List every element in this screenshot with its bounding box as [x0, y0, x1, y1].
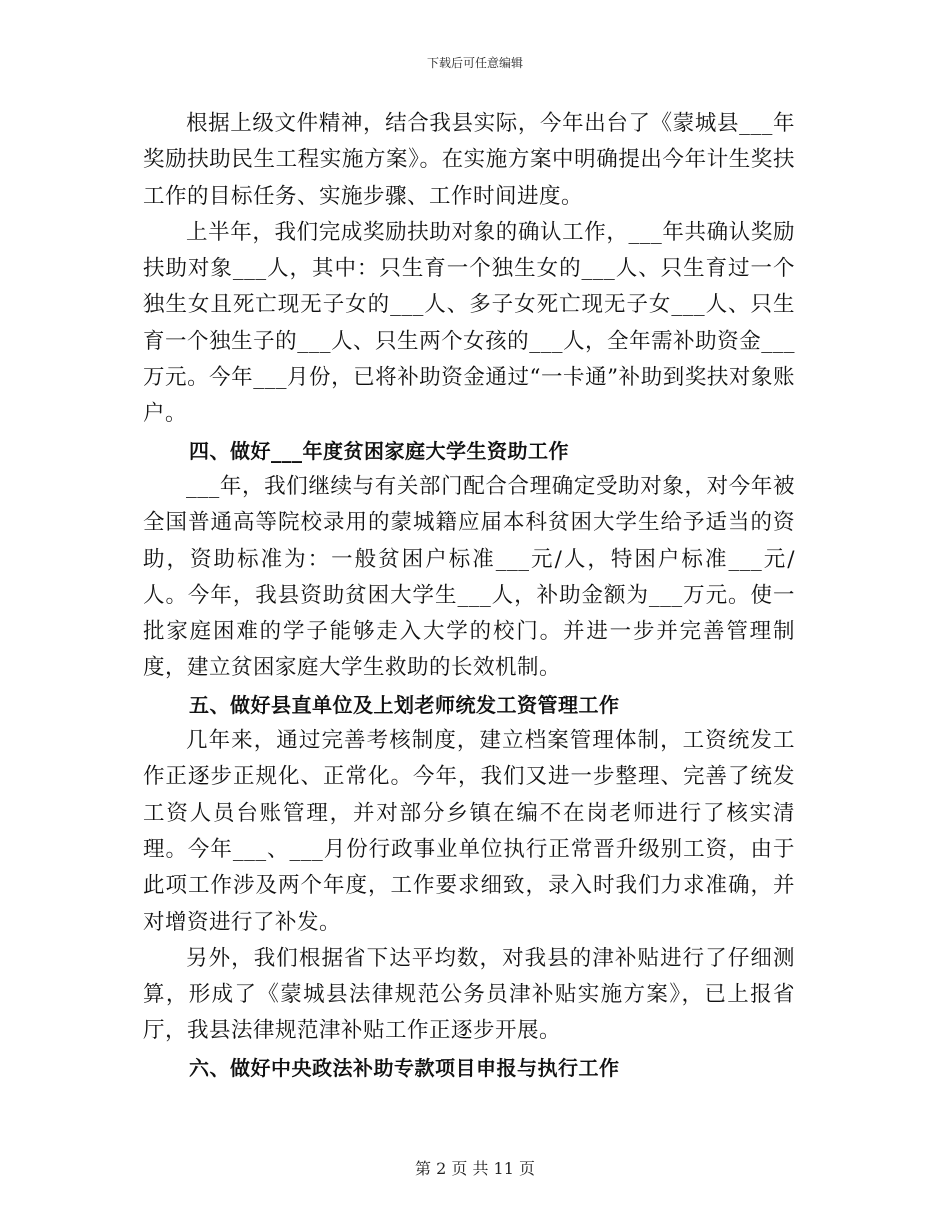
paragraph-first-half-results: 上半年，我们完成奖励扶助对象的确认工作，___年共确认奖励扶助对象___人，其中：只生育一个独生女的___人、只生育过一个独生女且死亡现无子女的___人、多子女死亡现无子女___人、只生育一个独生子的___人、只生两个女孩的___人，全年需补助资金___万元。今年___月份，已将补助资金通过“一卡通”补助到奖扶对象账户。	[143, 219, 795, 427]
paragraph-rewards-plan: 根据上级文件精神，结合我县实际，今年出台了《蒙城县___年奖励扶助民生工程实施方案》。在实施方案中明确提出今年计生奖扶工作的目标任务、实施步骤、工作时间进度。	[143, 111, 795, 209]
paragraph-allowance: 另外，我们根据省下达平均数，对我县的津补贴进行了仔细测算，形成了《蒙城县法律规范公务员津补贴实施方案》，已上报省厅，我县法律规范津补贴工作正逐步开展。	[143, 945, 795, 1044]
paragraph-salary-management: 几年来，通过完善考核制度，建立档案管理体制，工资统发工作正逐步正规化、正常化。今年，我们又进一步整理、完善了统发工资人员台账管理，并对部分乡镇在编不在岗老师进行了核实清理。今年___、___月份行政事业单位执行正常晋升级别工资，由于此项工作涉及两个年度，工作要求细致，录入时我们力求准确，并对增资进行了补发。	[143, 728, 795, 935]
section-heading-6: 六、做好中央政法补助专款项目申报与执行工作	[189, 1055, 620, 1080]
paragraph-student-aid: ___年，我们继续与有关部门配合合理确定受助对象，对今年被全国普通高等院校录用的蒙城籍应届本科贫困大学生给予适当的资助，资助标准为：一般贫困户标准___元/人，特困户标准___元/人。今年，我县资助贫困大学生___人，补助金额为___万元。使一批家庭困难的学子能够走入大学的校门。并进一步并完善管理制度，建立贫困家庭大学生救助的长效机制。	[143, 473, 795, 681]
document-body	[143, 106, 795, 1086]
section-heading-4: 四、做好___年度贫困家庭大学生资助工作	[189, 438, 569, 463]
section-heading-5: 五、做好县直单位及上划老师统发工资管理工作	[189, 692, 620, 717]
page-number: 第 2 页 共 11 页	[415, 1159, 535, 1178]
page-header-note: 下载后可任意编辑	[426, 56, 523, 70]
